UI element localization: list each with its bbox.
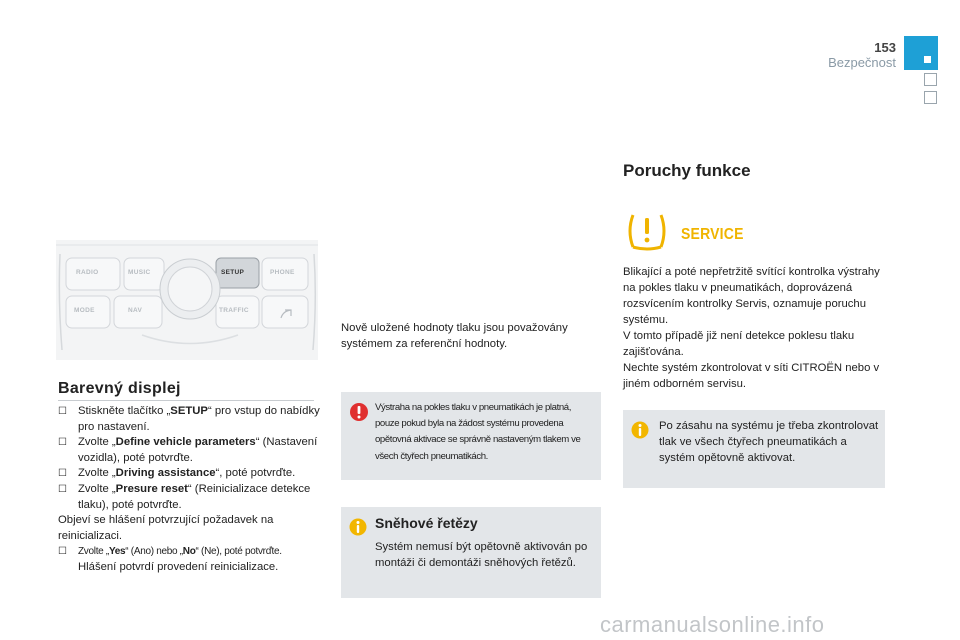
checkbox-icon: ☐ (58, 546, 67, 558)
section-title-faults: Poruchy funkce (623, 161, 751, 180)
checkbox-icon: ☐ (58, 483, 67, 495)
service-warning-label: SERVICE (681, 223, 744, 243)
confirm-paragraph: Objeví se hlášení potvrzující požadavek na reinicializaci. (58, 514, 274, 542)
tab-marker (924, 56, 931, 63)
music-button-label: MUSIC (128, 269, 151, 276)
step-item: ☐ Zvolte „Yes“ (Ano) nebo „No“ (Ne), poté potvrďte. Hlášení potvrdí provedení reinicializace. (58, 546, 282, 573)
control-panel-drawing (56, 240, 318, 360)
setup-steps (58, 404, 320, 576)
snow-chains-text: Systém nemusí být opětovně aktivován po montáži či demontáži sněhových řetězů. (375, 541, 588, 569)
step-item: ☐ Stiskněte tlačítko „SETUP“ pro vstup do nabídky pro nastavení. (58, 405, 320, 433)
section-title-barevny: Barevný displej (58, 380, 181, 397)
snow-chains-title: Sněhové řetězy (375, 515, 478, 531)
chapter-tab[interactable] (924, 91, 937, 104)
watermark: carmanualsonline.info (600, 612, 825, 637)
setup-button-label: SETUP (221, 269, 245, 276)
chapter-tab[interactable] (924, 73, 937, 86)
radio-button-label: RADIO (76, 269, 99, 276)
step-item: ☐ Zvolte „Define vehicle parameters“ (Nastavení vozidla), poté potvrďte. (58, 436, 318, 464)
chapter-title: Bezpečnost (828, 55, 896, 70)
fault-text-2: V tomto případě již není detekce poklesu tlaku zajišťována. (623, 330, 855, 358)
fault-text-1: Blikající a poté nepřetržitě svítící kontrolka výstrahy na pokles tlaku v pneumatikách, doprovázená rozsvícením kontrolky Servis, oznamuje poruchu systému. (623, 266, 880, 326)
phone-button-label: PHONE (270, 269, 295, 276)
mode-button-label: MODE (74, 307, 95, 314)
info-icon (349, 517, 367, 537)
fault-text-3: Nechte systém zkontrolovat v síti CITROËN nebo v jiném odborném servisu. (623, 362, 880, 390)
warning-box (341, 392, 601, 480)
tpms-warning-icon (625, 211, 669, 251)
info-text: Po zásahu na systému je třeba zkontrolovat tlak ve všech čtyřech pneumatikách a systém opětovně aktivovat. (659, 420, 879, 464)
reference-text: Nově uložené hodnoty tlaku jsou považovány systémem za referenční hodnoty. (341, 322, 568, 350)
fault-description (623, 264, 885, 392)
chapter-tab-active[interactable] (904, 36, 938, 70)
control-panel-image (56, 240, 318, 360)
divider (58, 400, 314, 401)
step-item: ☐ Zvolte „Presure reset“ (Reinicializace detekce tlaku), poté potvrďte. (58, 482, 311, 511)
checkbox-icon: ☐ (58, 406, 67, 417)
step-item: ☐ Zvolte „Driving assistance“, poté potvrďte. (58, 466, 320, 482)
nav-button-label: NAV (128, 307, 143, 314)
page-number: 153 (874, 40, 896, 55)
traffic-button-label: TRAFFIC (219, 307, 249, 314)
warning-text: Výstraha na pokles tlaku v pneumatikách je platná, pouze pokud byla na žádost systému provedena opětovná aktivace se správně nastaveným tlakem ve všech čtyřech pneumatikách. (375, 402, 581, 462)
checkbox-icon: ☐ (58, 437, 67, 449)
warning-icon (349, 402, 369, 422)
snow-chains-box (341, 507, 601, 598)
info-box (623, 410, 885, 488)
info-icon (631, 420, 649, 440)
checkbox-icon: ☐ (58, 468, 67, 480)
